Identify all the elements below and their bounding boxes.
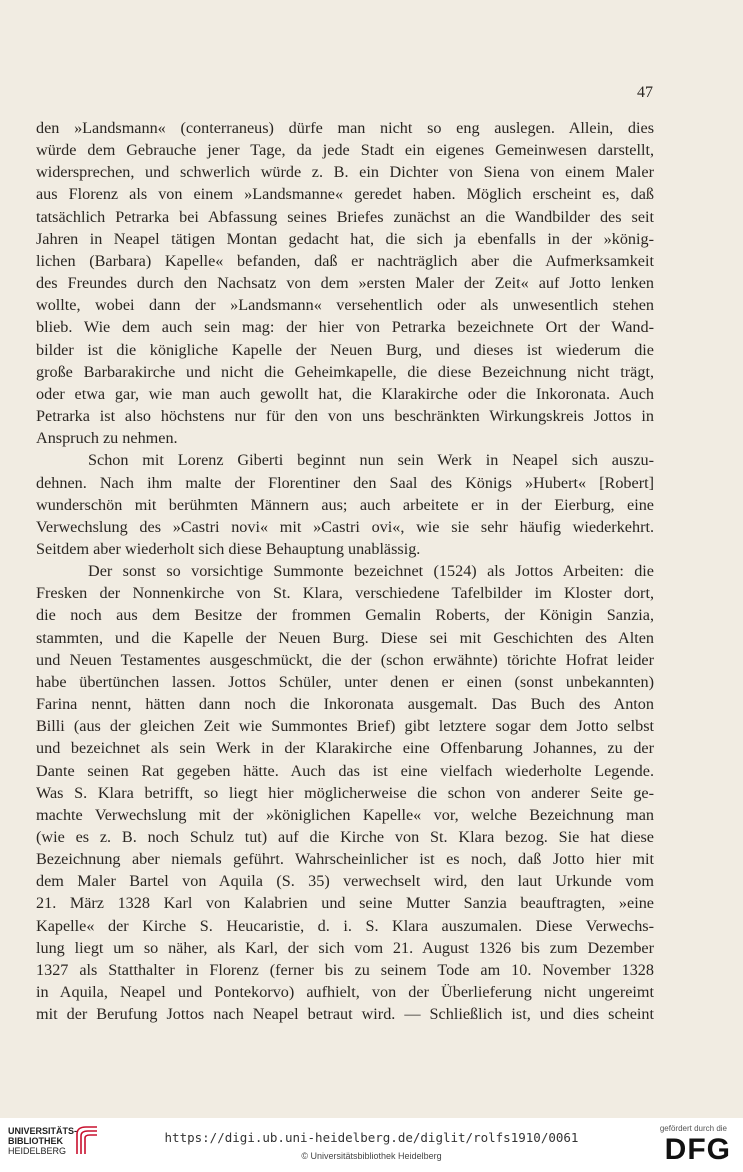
dfg-logo[interactable]: DFG [664,1133,731,1166]
line: aus Florenz als von einem »Landsmanne« geredet haben. Möglich erscheint es, daß [36,185,654,204]
paragraph-2 [36,449,654,538]
line: dem Maler Bartel von Aquila (S. 35) verwechselt wird, den laut Urkunde vom [36,872,654,891]
line: Farina nennt, hätten dann noch die Inkoronata ausgemalt. Das Buch des Anton [36,695,654,714]
footer-bar [0,1118,743,1172]
university-line-3: HEIDELBERG [8,1146,67,1156]
paragraph-2-end [36,538,654,560]
line: des Freundes durch den Nachsatz von dem »ersten Maler der Zeit« auf Jotto lenken [36,274,654,293]
line: würde dem Gebrauche jener Tage, da jede Stadt ein eigenes Gemeinwesen darstellt, [36,141,654,160]
line: Billi (aus der gleichen Zeit wie Summontes Brief) gibt letztere sogar dem Jotto selbst [36,717,654,736]
paragraph-1 [36,117,654,427]
page-number: 47 [637,84,653,101]
line: und Neuen Testamentes ausgeschmückt, die der (schon erwähnte) törichte Hofrat leider [36,650,654,669]
line: lichen (Barbara) Kapelle« befanden, daß er nachträglich aber die Aufmerksamkeit [36,251,654,270]
line: machte Verwechslung mit der »königlichen Kapelle« vor, welche Bezeichnung man [36,805,654,824]
line: und bezeichnet als sein Werk in der Klarakirche eine Offenbarung Johannes, zu der [36,739,654,758]
university-line-1: UNIVERSITÄTS- [8,1126,78,1136]
line: 1327 als Statthalter in Florenz (ferner bis zu seinem Tode am 10. November 1328 [36,960,654,979]
line: Schon mit Lorenz Giberti beginnt nun sein Werk in Neapel sich auszu- [88,451,654,470]
line: Bezeichnung aber niemals geführt. Wahrscheinlicher ist es noch, daß Jotto hier mit [36,850,654,869]
paragraph-1-end [36,427,654,449]
line: große Barbarakirche und nicht die Geheimkapelle, die diese Bezeichnung nicht trägt, [36,362,654,381]
line: oder etwa gar, wie man auch gewollt hat, die Klarakirche oder die Inkoronata. Auch [36,384,654,403]
line: 21. März 1328 Karl von Kalabrien und seine Mutter Sanzia beauftragten, »eine [36,894,654,913]
line: wollte, wobei dann der »Landsmann« versehentlich oder als unwesentlich stehen [36,296,654,315]
line: blieb. Wie dem auch sein mag: der hier von Petrarka bezeichnete Ort der Wand- [36,318,654,337]
line: habe übertünchen lassen. Jottos Schüler, unter denen er einen (sonst unbekannten) [36,672,654,691]
line: (wie es z. B. noch Schulz tut) auf die Kirche von St. Klara bezog. Sie hat diese [36,828,654,846]
line: bilder ist die königliche Kapelle der Neuen Burg, und dieses ist wiederum die [36,340,654,359]
line: die noch aus dem Besitze der frommen Gemalin Roberts, der Königin Sanzia, [36,606,654,625]
line: Kapelle« der Kirche S. Heucaristie, d. i. S. Klara auszumalen. Diese Verwechs- [36,916,654,935]
copyright-notice: © Universitätsbibliothek Heidelberg [301,1151,442,1161]
line: Verwechslung des »Castri novi« mit »Castri ovi«, wie sie sehr häufig wiederkehrt. [36,517,654,536]
line: Was S. Klara betrifft, so liegt hier möglicherweise die schon von anderer Seite ge- [36,783,654,802]
line: den »Landsmann« (conterraneus) dürfe man nicht so eng auslegen. Allein, dies [36,119,654,137]
line: Der sonst so vorsichtige Summonte bezeichnet (1524) als Jottos Arbeiten: die [88,562,654,581]
funder-caption: gefördert durch die [659,1124,727,1133]
line: stammten, und die Kapelle der Neuen Burg. Diese sei mit Geschichten des Alten [36,628,654,647]
university-line-2: BIBLIOTHEK [8,1136,63,1146]
line: in Aquila, Neapel und Pontekorvo) aufhielt, von der Überlieferung nicht ungereimt [36,983,654,1002]
body-text [36,117,654,1025]
line: Petrarka ist also höchstens nur für den von uns beschränkten Wirkungskreis Jottos in [36,407,654,426]
permalink-url[interactable]: https://digi.ub.uni-heidelberg.de/diglit/rolfs1910/0061 [164,1130,579,1145]
line: dehnen. Nach ihm malte der Florentiner den Saal des Königs »Hubert« [Robert] [36,473,654,492]
line: widersprechen, und schwerlich würde z. B. ein Dichter von Siena von einem Maler [36,163,654,182]
line: wunderschön mit berühmten Männern aus; auch arbeitete er in der Eierburg, eine [36,495,654,514]
line: Dante seinen Rat gegeben hätte. Auch das ist eine vielfach wiederholte Legende. [36,761,654,780]
line: lung liegt um so näher, als Karl, der sich vom 21. August 1326 bis zum Dezember [36,938,654,957]
line: Fresken der Nonnenkirche von St. Klara, verschiedene Tafelbilder im Kloster dort, [36,584,654,603]
paragraph-3 [36,560,654,1025]
line: Anspruch zu nehmen. [36,429,178,448]
line: tatsächlich Petrarka bei Abfassung seines Briefes zunächst an die Wandbilder des seit [36,207,654,226]
line: Jahren in Neapel tätigen Montan gedacht hat, die sich ja ebenfalls in der »könig- [36,229,654,248]
line: Seitdem aber wiederholt sich diese Behauptung unablässig. [36,539,421,558]
line: mit der Berufung Jottos nach Neapel betraut wird. — Schließlich ist, und dies scheint [36,1005,654,1024]
